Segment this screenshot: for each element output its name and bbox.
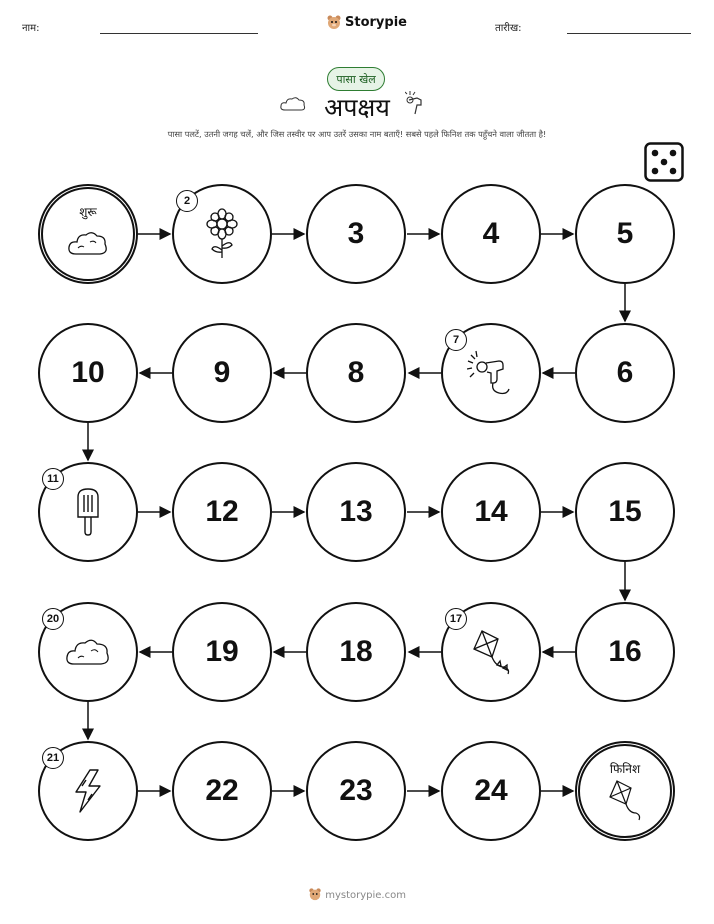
space-number: 17	[445, 608, 467, 630]
date-label: तारीख:	[495, 23, 522, 34]
space-number: 23	[339, 774, 373, 807]
board-space-12[interactable]	[172, 462, 272, 562]
kite-icon	[468, 627, 514, 677]
board-space-22[interactable]	[172, 741, 272, 841]
board-space-15[interactable]	[575, 462, 675, 562]
board-space-21[interactable]	[38, 741, 138, 841]
board-space-5[interactable]	[575, 184, 675, 284]
brand-name: Storypie	[345, 14, 407, 30]
space-number: 6	[616, 356, 634, 389]
board-space-9[interactable]	[172, 323, 272, 423]
space-number: 24	[474, 774, 508, 807]
kite-icon	[605, 779, 645, 823]
space-number: 10	[71, 356, 105, 389]
footer-link[interactable]: mystorypie.com	[325, 890, 406, 901]
hose-icon	[467, 349, 515, 397]
board-space-7[interactable]	[441, 323, 541, 423]
lightning-icon	[68, 766, 108, 816]
board-space-11[interactable]	[38, 462, 138, 562]
board-space-13[interactable]	[306, 462, 406, 562]
space-number: 14	[474, 495, 508, 528]
board-space-14[interactable]	[441, 462, 541, 562]
board-space-6[interactable]	[575, 323, 675, 423]
cloud-icon	[66, 228, 110, 258]
finish-space[interactable]	[575, 741, 675, 841]
space-number: 19	[205, 635, 239, 668]
board-space-17[interactable]	[441, 602, 541, 702]
space-number: 2	[176, 190, 198, 212]
name-label: नाम:	[22, 23, 40, 34]
start-label: शुरू	[79, 205, 97, 219]
game-badge: पासा खेल	[327, 67, 385, 91]
instructions: पासा पलटें, उतनी जगह चलें, और जिस तस्वीर पर आप उतरें उसका नाम बताएँ! सबसे पहले फिनिश तक पहुँचने वाला जीतता है!	[167, 129, 547, 139]
board-space-2[interactable]	[172, 184, 272, 284]
board-space-19[interactable]	[172, 602, 272, 702]
board-space-24[interactable]	[441, 741, 541, 841]
space-number: 3	[347, 217, 365, 250]
popsicle-icon	[73, 487, 103, 537]
board-space-23[interactable]	[306, 741, 406, 841]
board-space-18[interactable]	[306, 602, 406, 702]
space-number: 21	[42, 747, 64, 769]
space-number: 8	[347, 356, 365, 389]
space-number: 16	[608, 635, 642, 668]
finish-label: फिनिश	[609, 762, 641, 776]
title-text: अपक्षय	[324, 93, 390, 122]
cloud-icon	[64, 636, 112, 668]
space-number: 13	[339, 495, 373, 528]
space-number: 9	[213, 356, 231, 389]
board-space-16[interactable]	[575, 602, 675, 702]
space-number: 15	[608, 495, 642, 528]
board-space-10[interactable]	[38, 323, 138, 423]
space-number: 12	[205, 495, 239, 528]
board-space-20[interactable]	[38, 602, 138, 702]
board-space-4[interactable]	[441, 184, 541, 284]
start-space[interactable]	[38, 184, 138, 284]
space-number: 18	[339, 635, 373, 668]
bear-icon	[308, 887, 322, 901]
flower-icon	[202, 208, 242, 260]
space-number: 4	[482, 217, 500, 250]
space-number: 5	[616, 217, 634, 250]
space-number: 7	[445, 329, 467, 351]
space-number: 11	[42, 468, 64, 490]
footer	[0, 887, 714, 901]
space-number: 22	[205, 774, 239, 807]
board-space-3[interactable]	[306, 184, 406, 284]
space-number: 20	[42, 608, 64, 630]
board-space-8[interactable]	[306, 323, 406, 423]
